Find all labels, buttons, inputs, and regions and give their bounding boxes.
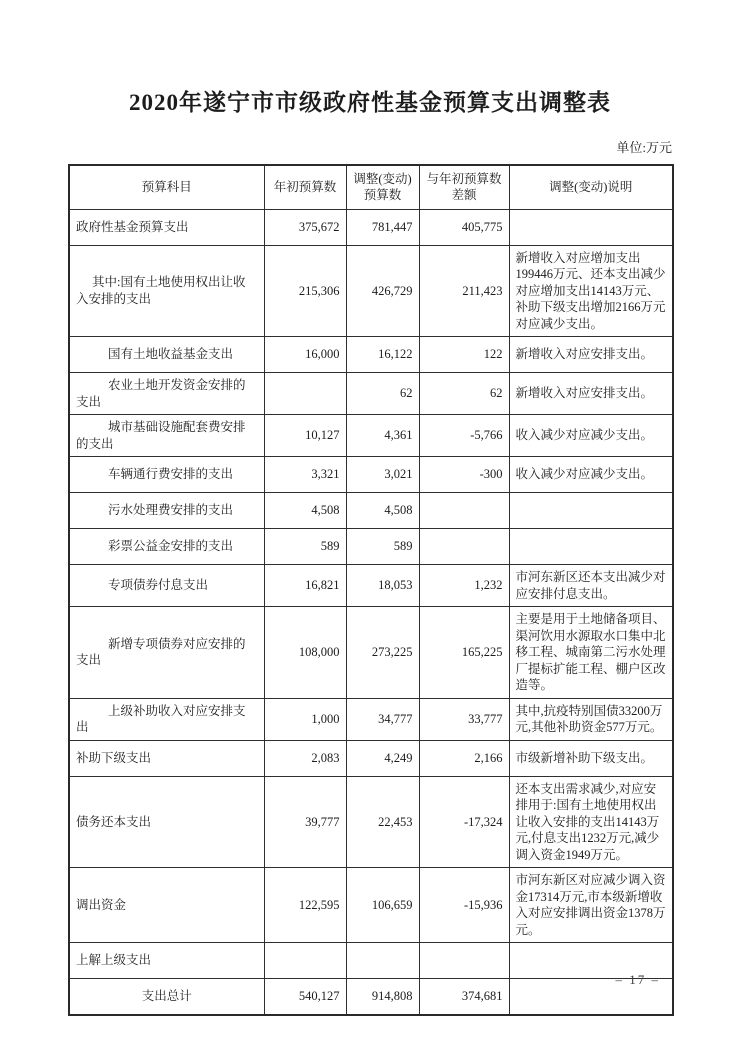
note-cell: 收入减少对应减少支出。: [509, 457, 673, 493]
column-header: 与年初预算数 差额: [419, 165, 509, 209]
initial-budget-cell: 16,821: [264, 565, 346, 607]
difference-cell: 405,775: [419, 209, 509, 245]
adjusted-budget-cell: 18,053: [346, 565, 419, 607]
difference-cell: 33,777: [419, 698, 509, 740]
table-row: [69, 415, 673, 457]
column-header: 调整(变动) 预算数: [346, 165, 419, 209]
note-cell: 主要是用于土地储备项目、渠河饮用水源取水口集中北移工程、城南第二污水处理厂提标扩能工程、棚户区改造等。: [509, 607, 673, 699]
table-row: [69, 337, 673, 373]
table-row: [69, 740, 673, 776]
adjusted-budget-cell: [346, 943, 419, 979]
subject-cell: 彩票公益金安排的支出: [69, 529, 264, 565]
initial-budget-cell: 375,672: [264, 209, 346, 245]
difference-cell: 374,681: [419, 979, 509, 1015]
initial-budget-cell: 215,306: [264, 245, 346, 337]
adjusted-budget-cell: 781,447: [346, 209, 419, 245]
note-cell: 收入减少对应减少支出。: [509, 415, 673, 457]
difference-cell: 2,166: [419, 740, 509, 776]
initial-budget-cell: [264, 943, 346, 979]
initial-budget-cell: 122,595: [264, 868, 346, 943]
table-row: [69, 607, 673, 699]
page-title: 2020年遂宁市市级政府性基金预算支出调整表: [129, 90, 611, 115]
difference-cell: -5,766: [419, 415, 509, 457]
table-row: [69, 943, 673, 979]
subject-cell: 其中:国有土地使用权出让收入安排的支出: [69, 245, 264, 337]
subject-cell: 上解上级支出: [69, 943, 264, 979]
table-row: [69, 868, 673, 943]
initial-budget-cell: 540,127: [264, 979, 346, 1015]
table-header-row: [69, 165, 673, 209]
subject-cell: 补助下级支出: [69, 740, 264, 776]
initial-budget-cell: 16,000: [264, 337, 346, 373]
initial-budget-cell: 3,321: [264, 457, 346, 493]
note-cell: 还本支出需求减少,对应安排用于:国有土地使用权出让收入安排的支出14143万元,付息支出1232万元,减少调入资金1949万元。: [509, 776, 673, 868]
subject-cell: 新增专项债券对应安排的支出: [69, 607, 264, 699]
initial-budget-cell: [264, 373, 346, 415]
note-cell: 市河东新区还本支出减少对应安排付息支出。: [509, 565, 673, 607]
difference-cell: 62: [419, 373, 509, 415]
subject-cell: 污水处理费安排的支出: [69, 493, 264, 529]
difference-cell: 1,232: [419, 565, 509, 607]
adjusted-budget-cell: 4,508: [346, 493, 419, 529]
adjusted-budget-cell: 426,729: [346, 245, 419, 337]
subject-cell: 支出总计: [69, 979, 264, 1015]
note-cell: 新增收入对应安排支出。: [509, 337, 673, 373]
subject-cell: 国有土地收益基金支出: [69, 337, 264, 373]
initial-budget-cell: 39,777: [264, 776, 346, 868]
initial-budget-cell: 589: [264, 529, 346, 565]
note-cell: 其中,抗疫特别国债33200万元,其他补助资金577万元。: [509, 698, 673, 740]
table-row: [69, 209, 673, 245]
note-cell: 市河东新区对应减少调入资金17314万元,市本级新增收入对应安排调出资金1378万元。: [509, 868, 673, 943]
subject-cell: 车辆通行费安排的支出: [69, 457, 264, 493]
difference-cell: [419, 943, 509, 979]
difference-cell: 165,225: [419, 607, 509, 699]
table-row: [69, 776, 673, 868]
adjusted-budget-cell: 106,659: [346, 868, 419, 943]
difference-cell: [419, 529, 509, 565]
difference-cell: -17,324: [419, 776, 509, 868]
initial-budget-cell: 1,000: [264, 698, 346, 740]
initial-budget-cell: 2,083: [264, 740, 346, 776]
table-row: [69, 565, 673, 607]
budget-table: [68, 164, 674, 1016]
subject-cell: 债务还本支出: [69, 776, 264, 868]
adjusted-budget-cell: 34,777: [346, 698, 419, 740]
adjusted-budget-cell: 62: [346, 373, 419, 415]
difference-cell: -300: [419, 457, 509, 493]
difference-cell: -15,936: [419, 868, 509, 943]
initial-budget-cell: 4,508: [264, 493, 346, 529]
column-header: 年初预算数: [264, 165, 346, 209]
adjusted-budget-cell: 3,021: [346, 457, 419, 493]
table-row: [69, 373, 673, 415]
subject-cell: 政府性基金预算支出: [69, 209, 264, 245]
difference-cell: 122: [419, 337, 509, 373]
table-body: [69, 209, 673, 1015]
adjusted-budget-cell: 4,249: [346, 740, 419, 776]
table-row: [69, 529, 673, 565]
table-row: [69, 698, 673, 740]
note-cell: [509, 529, 673, 565]
column-header: 调整(变动)说明: [509, 165, 673, 209]
note-cell: 新增收入对应增加支出199446万元、还本支出减少对应增加支出14143万元、补助下级支出增加2166万元对应减少支出。: [509, 245, 673, 337]
table-row: [69, 457, 673, 493]
adjusted-budget-cell: 589: [346, 529, 419, 565]
adjusted-budget-cell: 914,808: [346, 979, 419, 1015]
note-cell: [509, 209, 673, 245]
column-header: 预算科目: [69, 165, 264, 209]
subject-cell: 专项债券付息支出: [69, 565, 264, 607]
subject-cell: 农业土地开发资金安排的支出: [69, 373, 264, 415]
note-cell: [509, 493, 673, 529]
subject-cell: 调出资金: [69, 868, 264, 943]
adjusted-budget-cell: 273,225: [346, 607, 419, 699]
page-number: – 17 –: [615, 972, 660, 987]
adjusted-budget-cell: 22,453: [346, 776, 419, 868]
subject-cell: 城市基础设施配套费安排的支出: [69, 415, 264, 457]
note-cell: 新增收入对应安排支出。: [509, 373, 673, 415]
subject-cell: 上级补助收入对应安排支出: [69, 698, 264, 740]
difference-cell: [419, 493, 509, 529]
table-row: [69, 245, 673, 337]
difference-cell: 211,423: [419, 245, 509, 337]
unit-note: 单位:万元: [616, 140, 672, 155]
note-cell: 市级新增补助下级支出。: [509, 740, 673, 776]
table-row: [69, 493, 673, 529]
initial-budget-cell: 10,127: [264, 415, 346, 457]
adjusted-budget-cell: 4,361: [346, 415, 419, 457]
initial-budget-cell: 108,000: [264, 607, 346, 699]
table-row: [69, 979, 673, 1015]
adjusted-budget-cell: 16,122: [346, 337, 419, 373]
page-content: [68, 0, 672, 1016]
